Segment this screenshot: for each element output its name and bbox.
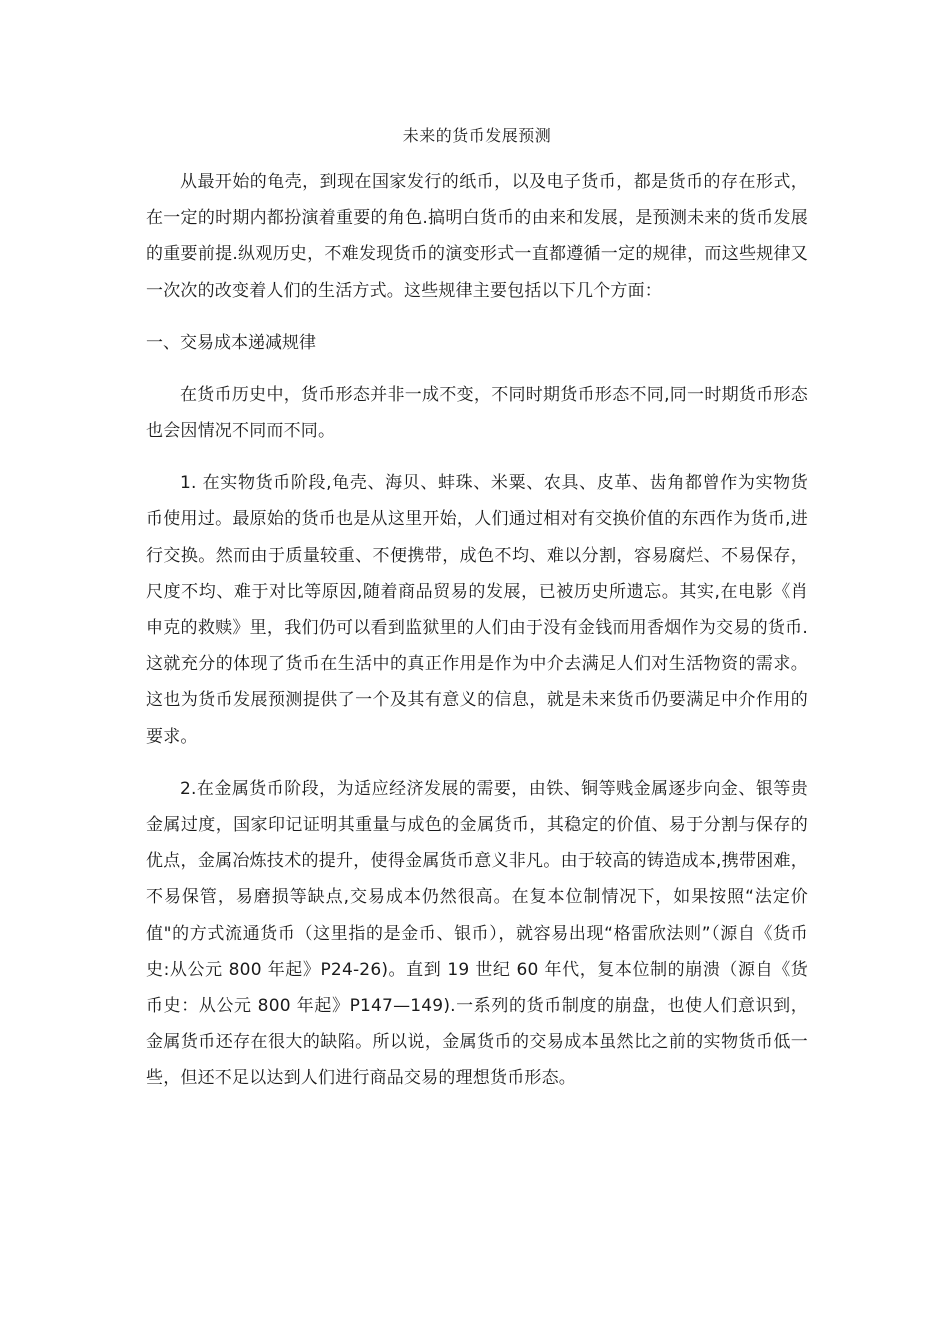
- section-paragraph: 在货币历史中，货币形态并非一成不变，不同时期货币形态不同,同一时期货币形态也会因情况不同而不同。: [146, 384, 808, 442]
- document-body: [146, 124, 808, 1113]
- intro-paragraph: 从最开始的龟壳，到现在国家发行的纸币，以及电子货币，都是货币的存在形式，在一定的时期内都扮演着重要的角色.搞明白货币的由来和发展，是预测未来的货币发展的重要前提.纵观历史，不难发现货币的演变形式一直都遵循一定的规律，而这些规律又一次次的改变着人们的生活方式。这些规律主要包括以下几个方面：: [146, 172, 808, 301]
- list-item-2: 2.在金属货币阶段，为适应经济发展的需要，由铁、铜等贱金属逐步向金、银等贵金属过度，国家印记证明其重量与成色的金属货币，其稳定的价值、易于分割与保存的优点，金属冶炼技术的提升，使得金属货币意义非凡。由于较高的铸造成本,携带困难，不易保管，易磨损等缺点,交易成本仍然很高。在复本位制情况下，如果按照“法定价值"的方式流通货币（这里指的是金币、银币），就容易出现“格雷欣法则”（源自《货币史:从公元 800 年起》P24-26)。直到 19 世纪 60 年代，复本位制的崩溃（源自《货币史：从公元 800 年起》P147—149).一系列的货币制度的崩盘，也使人们意识到，金属货币还存在很大的缺陷。所以说，金属货币的交易成本虽然比之前的实物货币低一些，但还不足以达到人们进行商品交易的理想货币形态。: [146, 778, 808, 1089]
- document-title: 未来的货币发展预测: [402, 126, 552, 145]
- section-heading: 一、交易成本递减规律: [146, 332, 316, 353]
- list-item-1: 1. 在实物货币阶段,龟壳、海贝、蚌珠、米粟、农具、皮革、齿角都曾作为实物货币使用过。最原始的货币也是从这里开始，人们通过相对有交换价值的东西作为货币,进行交换。然而由于质量较重、不便携带，成色不均、难以分割，容易腐烂、不易保存，尺度不均、难于对比等原因,随着商品贸易的发展，已被历史所遗忘。其实,在电影《肖申克的救赎》里，我们仍可以看到监狱里的人们由于没有金钱而用香烟作为交易的货币.这就充分的体现了货币在生活中的真正作用是作为中介去满足人们对生活物资的需求。这也为货币发展预测提供了一个及其有意义的信息，就是未来货币仍要满足中介作用的要求。: [146, 473, 808, 747]
